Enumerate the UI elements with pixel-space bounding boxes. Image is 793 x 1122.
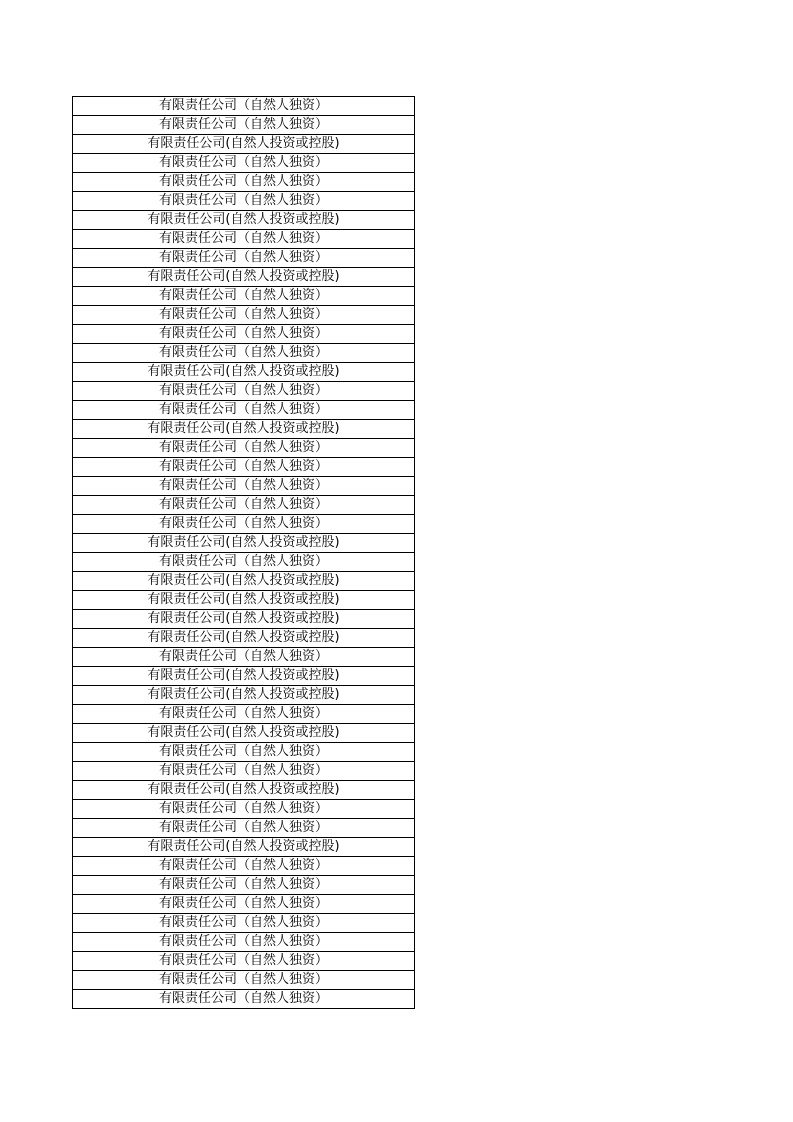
company-type-cell: 有限责任公司(自然人投资或控股): [73, 781, 415, 800]
table-row: [73, 249, 415, 268]
table-row: [73, 306, 415, 325]
company-type-cell: 有限责任公司（自然人独资）: [73, 819, 415, 838]
company-type-cell: 有限责任公司（自然人独资）: [73, 952, 415, 971]
table-row: [73, 838, 415, 857]
company-type-cell: 有限责任公司（自然人独资）: [73, 116, 415, 135]
company-type-cell: 有限责任公司（自然人独资）: [73, 382, 415, 401]
table-row: [73, 553, 415, 572]
table-row: [73, 382, 415, 401]
company-type-cell: 有限责任公司(自然人投资或控股): [73, 363, 415, 382]
table-row: [73, 401, 415, 420]
company-type-cell: 有限责任公司（自然人独资）: [73, 344, 415, 363]
table-row: [73, 268, 415, 287]
table-row: [73, 591, 415, 610]
table-row: [73, 990, 415, 1009]
table-row: [73, 458, 415, 477]
table-row: [73, 135, 415, 154]
table-row: [73, 819, 415, 838]
table-row: [73, 97, 415, 116]
company-type-cell: 有限责任公司（自然人独资）: [73, 743, 415, 762]
company-type-cell: 有限责任公司（自然人独资）: [73, 458, 415, 477]
company-type-cell: 有限责任公司（自然人独资）: [73, 553, 415, 572]
table-row: [73, 515, 415, 534]
table-row: [73, 800, 415, 819]
table-row: [73, 477, 415, 496]
table-row: [73, 325, 415, 344]
company-type-cell: 有限责任公司（自然人独资）: [73, 876, 415, 895]
company-type-cell: 有限责任公司（自然人独资）: [73, 800, 415, 819]
table-row: [73, 743, 415, 762]
table-row: [73, 572, 415, 591]
table-row: [73, 762, 415, 781]
table-row: [73, 724, 415, 743]
company-type-cell: 有限责任公司（自然人独资）: [73, 173, 415, 192]
company-type-cell: 有限责任公司(自然人投资或控股): [73, 667, 415, 686]
table-row: [73, 914, 415, 933]
table-row: [73, 534, 415, 553]
company-type-cell: 有限责任公司（自然人独资）: [73, 971, 415, 990]
company-type-cell: 有限责任公司（自然人独资）: [73, 230, 415, 249]
company-type-cell: 有限责任公司(自然人投资或控股): [73, 838, 415, 857]
table-row: [73, 173, 415, 192]
table-row: [73, 439, 415, 458]
company-type-cell: 有限责任公司（自然人独资）: [73, 192, 415, 211]
company-type-cell: 有限责任公司（自然人独资）: [73, 306, 415, 325]
table-row: [73, 230, 415, 249]
table-row: [73, 857, 415, 876]
company-type-cell: 有限责任公司（自然人独资）: [73, 705, 415, 724]
company-type-cell: 有限责任公司(自然人投资或控股): [73, 572, 415, 591]
company-type-cell: 有限责任公司(自然人投资或控股): [73, 629, 415, 648]
table-row: [73, 420, 415, 439]
table-row: [73, 648, 415, 667]
company-type-cell: 有限责任公司（自然人独资）: [73, 439, 415, 458]
table-row: [73, 952, 415, 971]
company-type-cell: 有限责任公司（自然人独资）: [73, 895, 415, 914]
company-type-cell: 有限责任公司（自然人独资）: [73, 762, 415, 781]
company-type-cell: 有限责任公司（自然人独资）: [73, 515, 415, 534]
company-type-cell: 有限责任公司(自然人投资或控股): [73, 534, 415, 553]
table-row: [73, 363, 415, 382]
company-type-cell: 有限责任公司(自然人投资或控股): [73, 724, 415, 743]
company-type-cell: 有限责任公司(自然人投资或控股): [73, 268, 415, 287]
table-row: [73, 287, 415, 306]
company-type-table: [72, 96, 415, 1009]
company-type-cell: 有限责任公司（自然人独资）: [73, 97, 415, 116]
table-row: [73, 192, 415, 211]
table-row: [73, 933, 415, 952]
table-row: [73, 629, 415, 648]
table-row: [73, 876, 415, 895]
table-row: [73, 971, 415, 990]
company-type-cell: 有限责任公司(自然人投资或控股): [73, 420, 415, 439]
table-row: [73, 686, 415, 705]
company-type-cell: 有限责任公司（自然人独资）: [73, 914, 415, 933]
company-type-cell: 有限责任公司（自然人独资）: [73, 933, 415, 952]
company-type-cell: 有限责任公司(自然人投资或控股): [73, 610, 415, 629]
table-row: [73, 154, 415, 173]
company-type-cell: 有限责任公司（自然人独资）: [73, 249, 415, 268]
table-row: [73, 667, 415, 686]
company-type-cell: 有限责任公司(自然人投资或控股): [73, 211, 415, 230]
company-type-cell: 有限责任公司（自然人独资）: [73, 857, 415, 876]
company-type-cell: 有限责任公司（自然人独资）: [73, 154, 415, 173]
table-row: [73, 705, 415, 724]
company-type-cell: 有限责任公司（自然人独资）: [73, 648, 415, 667]
company-type-cell: 有限责任公司(自然人投资或控股): [73, 135, 415, 154]
table-row: [73, 211, 415, 230]
company-type-cell: 有限责任公司（自然人独资）: [73, 287, 415, 306]
table-row: [73, 116, 415, 135]
table-body: [73, 97, 415, 1009]
company-type-cell: 有限责任公司（自然人独资）: [73, 401, 415, 420]
company-type-cell: 有限责任公司(自然人投资或控股): [73, 591, 415, 610]
table-row: [73, 496, 415, 515]
company-type-cell: 有限责任公司（自然人独资）: [73, 477, 415, 496]
table-row: [73, 344, 415, 363]
company-type-cell: 有限责任公司（自然人独资）: [73, 496, 415, 515]
table-row: [73, 895, 415, 914]
company-type-cell: 有限责任公司（自然人独资）: [73, 325, 415, 344]
table-row: [73, 610, 415, 629]
company-type-cell: 有限责任公司（自然人独资）: [73, 990, 415, 1009]
company-type-cell: 有限责任公司(自然人投资或控股): [73, 686, 415, 705]
table-row: [73, 781, 415, 800]
